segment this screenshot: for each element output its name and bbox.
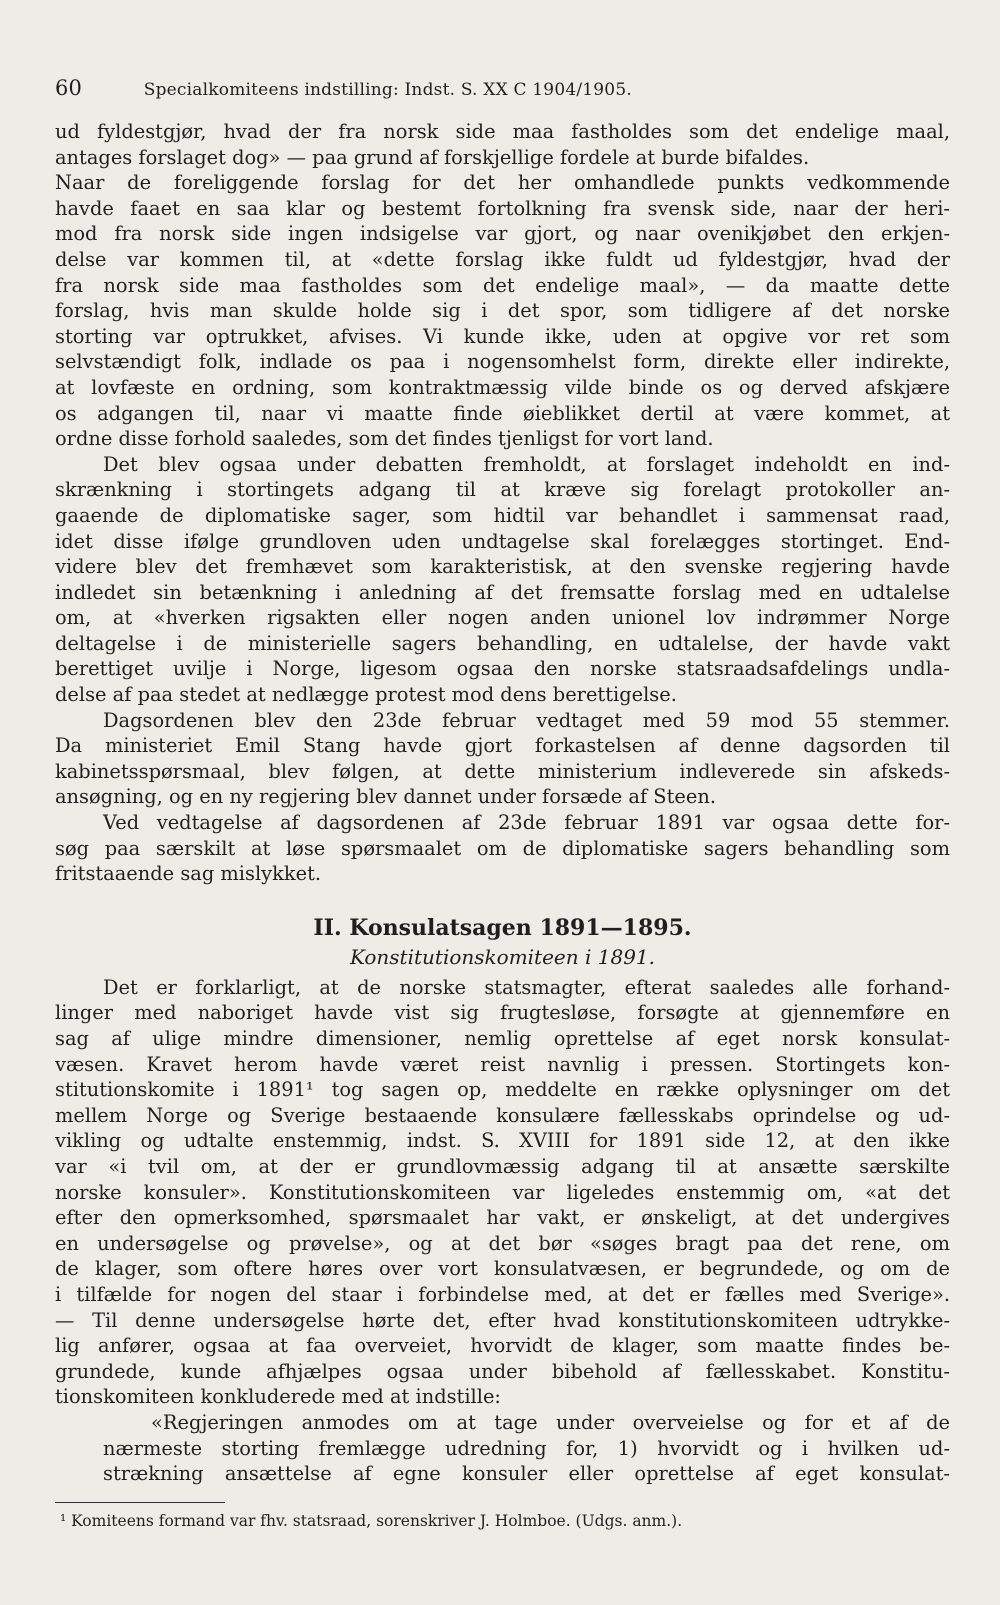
section-subheading: Konstitutionskomiteen i 1891.: [349, 944, 656, 969]
text-line: ansøgning, og en ny regjering blev dannet under forsæde af Steen.: [55, 785, 716, 809]
body-text: [55, 119, 950, 1487]
text-line: os adgangen til, naar vi maatte finde øieblikket dertil at være kommet, at: [55, 401, 950, 425]
quote-line: strækning ansættelse af egne konsuler eller oprettelse af eget konsulat-: [103, 1462, 950, 1486]
running-title: Specialkomiteens indstilling: Indst. S. XX C 1904/1905.: [143, 80, 632, 100]
text-line: stitutionskomite i 1891¹ tog sagen op, meddelte en række oplysninger om det: [55, 1078, 950, 1102]
text-line: om, at «hverken rigsakten eller nogen anden unionel lov indrømmer Norge: [55, 606, 950, 630]
text-line: Det er forklarligt, at de norske statsmagter, efterat saaledes alle forhand-: [103, 975, 950, 999]
text-line: antages forslaget dog» — paa grund af forskjellige fordele at burde bifaldes.: [55, 145, 810, 169]
text-line: deltagelse i de ministerielle sagers behandling, en udtalelse, der havde vakt: [55, 631, 950, 655]
text-line: vikling og udtalte enstemmig, indst. S. XVIII for 1891 side 12, at den ikke: [55, 1129, 950, 1153]
text-line: delse af paa stedet at nedlægge protest mod dens berettigelse.: [55, 683, 677, 707]
text-line: Det blev ogsaa under debatten fremholdt, at forslaget indeholdt en ind-: [103, 452, 950, 476]
text-line: Da ministeriet Emil Stang havde gjort forkastelsen af denne dagsorden til: [55, 734, 950, 758]
text-line: delse var kommen til, at «dette forslag ikke fuldt ud fyldestgjør, hvad der: [55, 247, 950, 271]
text-line: lig anfører, ogsaa at faa overveiet, hvorvidt de klager, som maatte findes be-: [55, 1334, 950, 1358]
text-line: mellem Norge og Sverige bestaaende konsulære fællesskabs oprindelse og ud-: [55, 1103, 950, 1127]
text-line: var «i tvil om, at der er grundlovmæssig adgang til at ansætte særskilte: [55, 1154, 950, 1178]
text-line: mod fra norsk side ingen indsigelse var gjort, og naar ovenikjøbet den erkjen-: [55, 222, 950, 246]
text-line: tionskomiteen konkluderede med at indstille:: [55, 1385, 501, 1409]
paragraph-consulate: [55, 975, 950, 1410]
block-quote: [55, 1410, 950, 1487]
text-line: i tilfælde for nogen del staar i forbindelse med, at det er fælles med Sverige».: [55, 1282, 950, 1306]
footnote: ¹ Komiteens formand var fhv. statsraad, sorenskriver J. Holmboe. (Udgs. anm.).: [60, 1512, 683, 1530]
paragraph-continuation: [55, 119, 950, 452]
page-number: 60: [55, 76, 83, 100]
paragraph-debate: [55, 452, 950, 708]
running-header: [55, 76, 935, 100]
text-line: væsen. Kravet herom havde været reist navnlig i pressen. Stortingets kon-: [55, 1052, 950, 1076]
text-line: fra norsk side maa fastholdes som det endelige maal», — da maatte dette: [55, 273, 950, 297]
text-line: de klager, som oftere høres over vort konsulatvæsen, er begrundede, og om de: [55, 1257, 950, 1281]
text-line: Naar de foreliggende forslag for det her omhandlede punkts vedkommende: [55, 171, 950, 195]
text-line: indledet sin betænkning i anledning af det fremsatte forslag med en udtalelse: [55, 580, 950, 604]
section-heading: II. Konsulatsagen 1891—1895.: [313, 914, 692, 941]
text-line: søg paa særskilt at løse spørsmaalet om de diplomatiske sagers behandling som: [55, 836, 950, 860]
text-line: at lovfæste en ordning, som kontraktmæssig vilde binde os og derved afskjære: [55, 375, 950, 399]
text-line: grundede, kunde afhjælpes ogsaa under bibehold af fællesskabet. Konstitu-: [55, 1359, 950, 1383]
quote-line: «Regjeringen anmodes om at tage under overveielse og for et af de: [151, 1410, 950, 1434]
paragraph-failure: [55, 810, 950, 887]
text-line: storting var optrukket, afvises. Vi kunde ikke, uden at opgive vor ret som: [55, 324, 950, 348]
text-line: forslag, hvis man skulde holde sig i det spor, som tidligere af det norske: [55, 299, 950, 323]
text-line: skrænkning i stortingets adgang til at kræve sig forelagt protokoller an-: [55, 478, 950, 502]
text-line: ud fyldestgjør, hvad der fra norsk side maa fastholdes som det endelige maal,: [55, 120, 950, 143]
text-line: sag af ulige mindre dimensioner, nemlig oprettelse af eget norsk konsulat-: [55, 1027, 950, 1050]
text-line: en undersøgelse og prøvelse», og at det bør «søges bragt paa det rene, om: [55, 1231, 950, 1255]
text-line: efter den opmerksomhed, spørsmaalet har vakt, er ønskeligt, at det undergives: [55, 1206, 950, 1230]
footnote-divider: [55, 1502, 225, 1503]
text-line: norske konsuler». Konstitutionskomiteen var ligeledes enstemmig om, «at det: [55, 1180, 950, 1204]
text-line: linger med naboriget havde vist sig frugtesløse, forsøgte at gjennemføre en: [55, 1001, 950, 1025]
text-line: Dagsordenen blev den 23de februar vedtaget med 59 mod 55 stemmer.: [103, 708, 950, 732]
text-line: fritstaaende sag mislykket.: [55, 862, 322, 886]
paragraph-vote: [55, 708, 950, 810]
text-line: — Til denne undersøgelse hørte det, efter hvad konstitutionskomiteen udtrykke-: [55, 1308, 950, 1332]
text-line: videre blev det fremhævet som karakteristisk, at den svenske regjering havde: [55, 555, 950, 579]
text-line: idet disse ifølge grundloven uden undtagelse skal forelægges stortinget. End-: [55, 529, 950, 553]
text-line: gaaende de diplomatiske sager, som hidtil var behandlet i sammensat raad,: [55, 503, 950, 527]
text-line: ordne disse forhold saaledes, som det findes tjenligst for vort land.: [55, 427, 714, 451]
text-line: berettiget uvilje i Norge, ligesom ogsaa den norske statsraadsafdelings undla-: [55, 657, 950, 681]
text-line: havde faaet en saa klar og bestemt fortolkning fra svensk side, naar der heri-: [55, 196, 950, 220]
text-line: kabinetsspørsmaal, blev følgen, at dette ministerium indleverede sin afskeds-: [55, 759, 950, 783]
text-line: selvstændigt folk, indlade os paa i nogensomhelst form, direkte eller indirekte,: [55, 350, 950, 374]
text-line: Ved vedtagelse af dagsordenen af 23de februar 1891 var ogsaa dette for-: [103, 811, 950, 835]
quote-line: nærmeste storting fremlægge udredning for, 1) hvorvidt og i hvilken ud-: [103, 1436, 950, 1460]
